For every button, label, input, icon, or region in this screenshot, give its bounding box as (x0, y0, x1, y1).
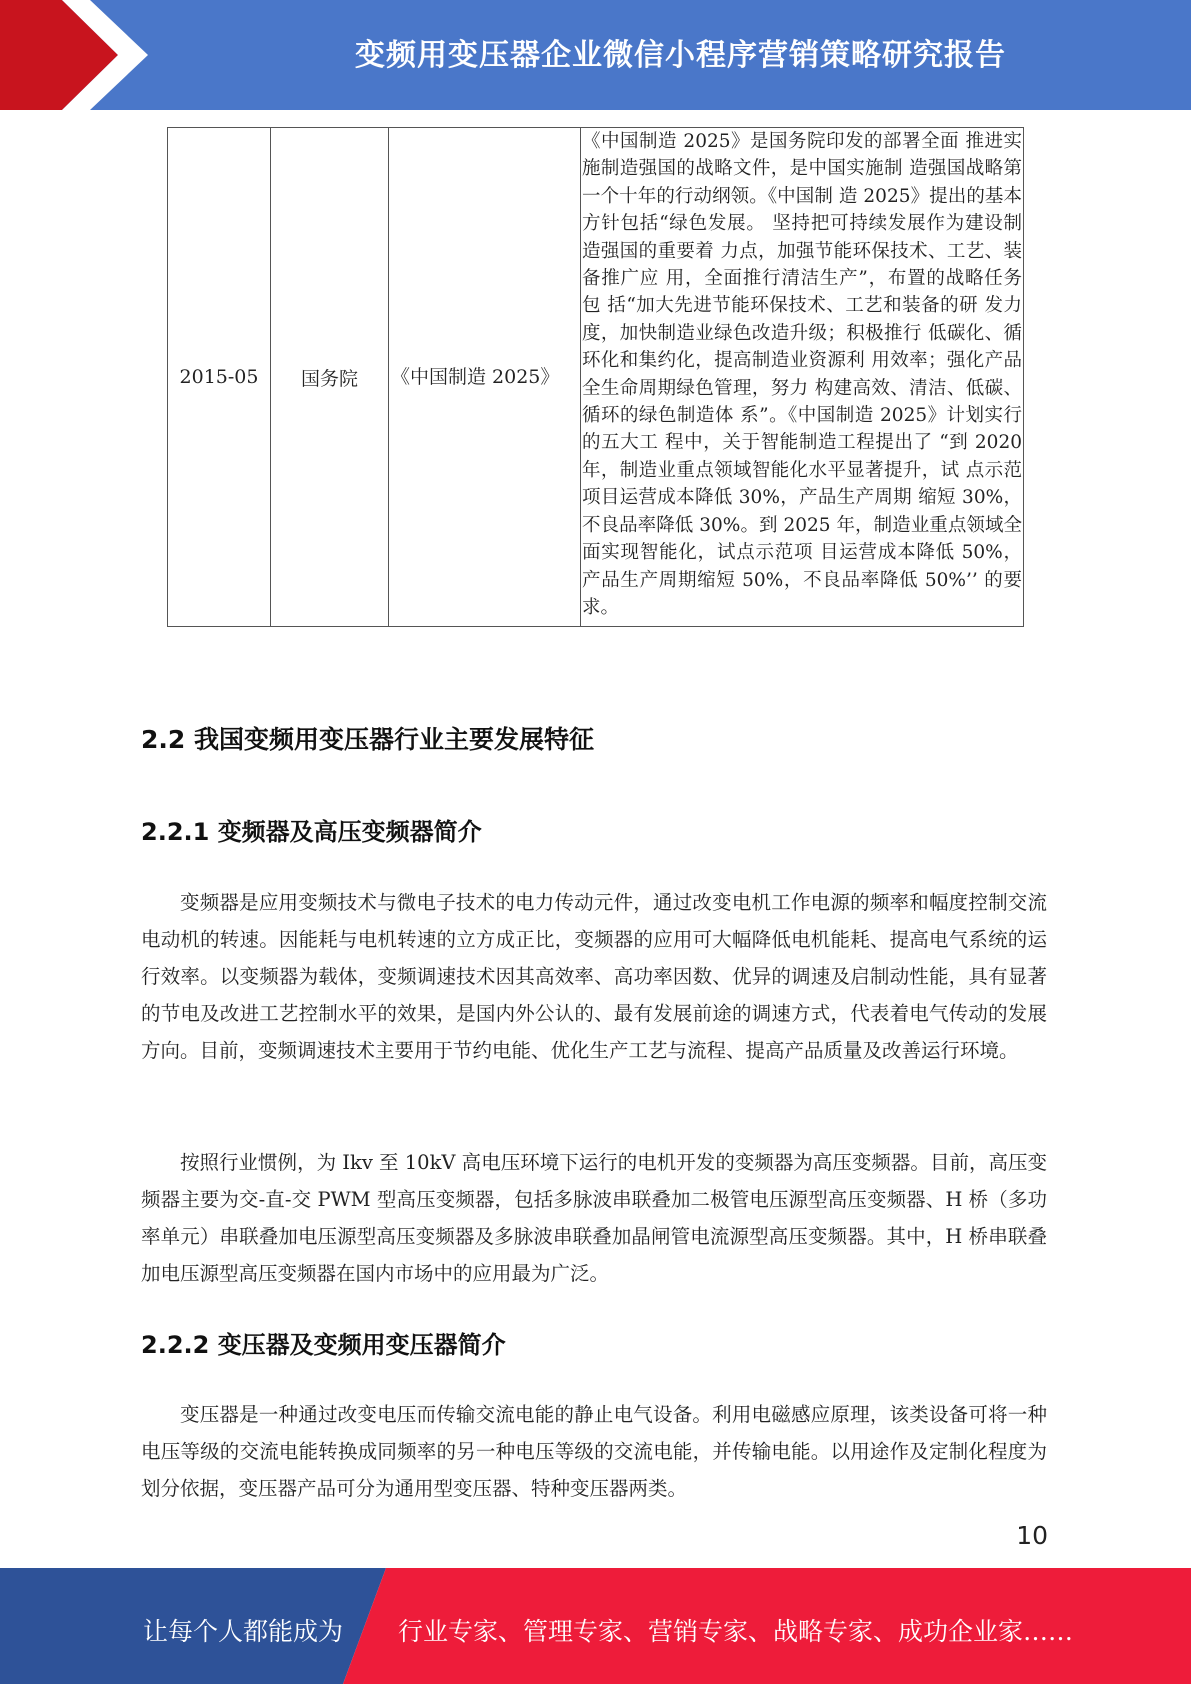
policy-table (167, 127, 1024, 627)
footer-slogan-right: 行业专家、管理专家、营销专家、战略专家、成功企业家…… (398, 1617, 1074, 1646)
page-header (0, 0, 1191, 110)
footer-slogan-left: 让每个人都能成为 (143, 1617, 344, 1646)
paragraph: 按照行业惯例，为 Ikv 至 10kV 高电压环境下运行的电机开发的变频器为高压变频器。目前，高压变频器主要为交-直-交 PWM 型高压变频器，包括多脉波串联叠加二极管电压源型高压变频器、H 桥（多功率单元）串联叠加电压源型高压变频器及多脉波串联叠加晶闸管电流源型高压变频器。其中，H 桥串联叠加电压源型高压变频器在国内市场中的应用最为广泛。 (141, 1151, 1047, 1285)
page-footer (0, 1568, 1191, 1684)
subsection-heading-2: 2.2.2 变压器及变频用变压器简介 (141, 1331, 506, 1359)
paragraph: 变频器是应用变频技术与微电子技术的电力传动元件，通过改变电机工作电源的频率和幅度控制交流电动机的转速。因能耗与电机转速的立方成正比，变频器的应用可大幅降低电机能耗、提高电气系统的运行效率。以变频器为载体，变频调速技术因其高效率、高功率因数、优异的调速及启制动性能，具有显著的节电及改进工艺控制水平的效果，是国内外公认的、最有发展前途的调速方式，代表着电气传动的发展方向。目前，变频调速技术主要用于节约电能、优化生产工艺与流程、提高产品质量及改善运行环境。 (141, 891, 1047, 1062)
description-text: 《中国制造 2025》是国务院印发的部署全面 推进实施制造强国的战略文件，是中国实施制 造强国战略第一个十年的行动纲领。《中国制 造 2025》提出的基本方针包括“绿色发展。 坚持把可持续发展作为建设制造强国的重要着 力点，加强节能环保技术、工艺、装备推广应 用，全面推行清洁生产”，布置的战略任务包 括“加大先进节能环保技术、工艺和装备的研 发力度，加快制造业绿色改造升级；积极推行 低碳化、循环化和集约化，提高制造业资源利 用效率；强化产品全生命周期绿色管理，努力 构建高效、清洁、低碳、循环的绿色制造体 系”。《中国制造 2025》计划实行的五大工 程中，关于智能制造工程提出了 “到 2020 年，制造业重点领域智能化水平显著提升，试 点示范项目运营成本降低 30%，产品生产周期 缩短 30%，不良品率降低 30%。到 2025 年，制造业重点领域全面实现智能化，试点示范项 目运营成本降低 50%，产品生产周期缩短 50%，不良品率降低 50%’’ 的要求。 (582, 131, 1022, 618)
table-row (168, 128, 1024, 627)
page-number: 10 (1016, 1521, 1048, 1550)
paragraph: 变压器是一种通过改变电压而传输交流电能的静止电气设备。利用电磁感应原理，该类设备可将一种电压等级的交流电能转换成同频率的另一种电压等级的交流电能，并传输电能。以用途作及定制化程度为划分依据，变压器产品可分为通用型变压器、特种变压器两类。 (141, 1403, 1047, 1500)
date-cell: 2015-05 (168, 128, 271, 627)
description-cell (581, 128, 1024, 627)
policy-name-cell: 《中国制造 2025》 (389, 128, 581, 627)
subsection-heading-1: 2.2.1 变频器及高压变频器简介 (141, 818, 482, 846)
report-title: 变频用变压器企业微信小程序营销策略研究报告 (355, 38, 1006, 73)
issuer-cell: 国务院 (271, 128, 389, 627)
header-chevron-graphic (0, 0, 160, 110)
section-heading: 2.2 我国变频用变压器行业主要发展特征 (141, 725, 594, 754)
